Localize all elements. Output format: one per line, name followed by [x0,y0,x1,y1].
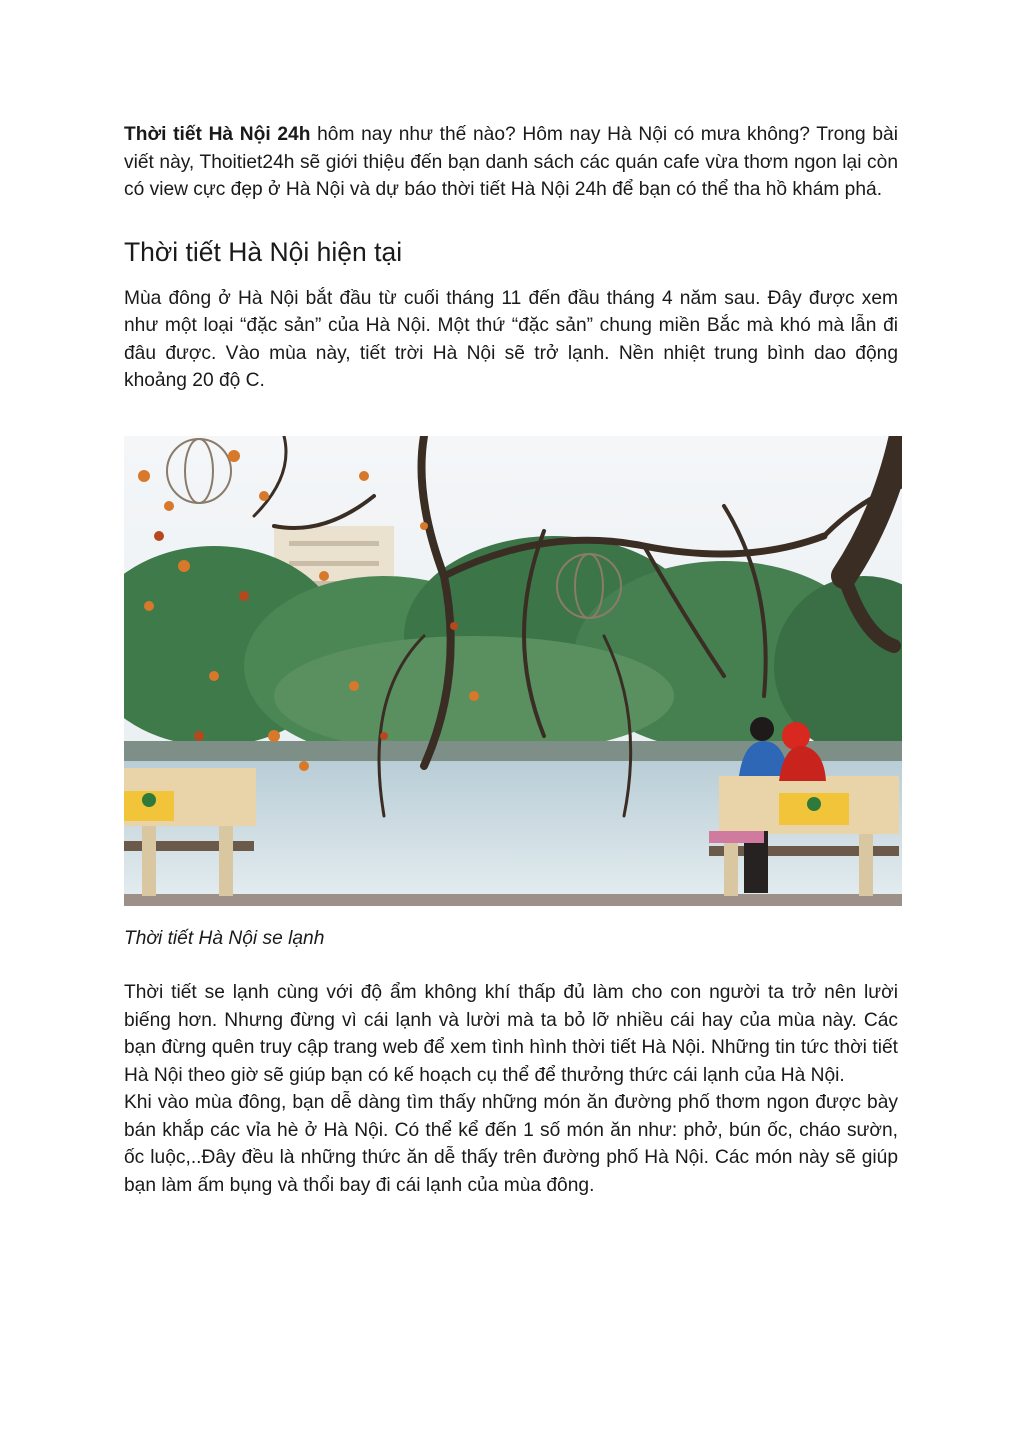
image-caption: Thời tiết Hà Nội se lạnh [124,927,325,949]
lake-bench-photo [124,436,902,906]
intro-text: hôm nay như thế nào? Hôm nay Hà Nội có mưa không? Trong bài viết này, Thoitiet24h sẽ giới thiệu đến bạn danh sách các quán cafe vừa thơm ngon lại còn có view cực đẹp ở Hà Nội và dự báo thời tiết Hà Nội 24h để bạn có thể tha hồ khám phá. [124,124,898,200]
cold-weather-paragraph: Thời tiết se lạnh cùng với độ ẩm không khí thấp đủ làm cho con người ta trở nên lười biếng hơn. Nhưng đừng vì cái lạnh và lười mà ta bỏ lỡ nhiều cái hay của mùa này. Các bạn đừng quên truy cập trang web để xem tình hình thời tiết Hà Nội. Những tin tức thời tiết Hà Nội theo giờ sẽ giúp bạn có kế hoạch cụ thể để thưởng thức cái lạnh của Hà Nội. [124,982,898,1086]
intro-bold-keyword: Thời tiết Hà Nội 24h [124,124,311,145]
intro-paragraph [124,121,898,204]
street-food-paragraph: Khi vào mùa đông, bạn dễ dàng tìm thấy những món ăn đường phố thơm ngon được bày bán khắp các vỉa hè ở Hà Nội. Có thể kể đến 1 số món ăn như: phở, bún ốc, cháo sườn, ốc luộc,..Đây đều là những thức ăn dễ thấy trên đường phố Hà Nội. Các món này sẽ giúp bạn làm ấm bụng và thổi bay đi cái lạnh của mùa đông. [124,1092,898,1196]
document-page [124,121,898,1199]
winter-paragraph: Mùa đông ở Hà Nội bắt đầu từ cuối tháng 11 đến đầu tháng 4 năm sau. Đây được xem như một loại “đặc sản” của Hà Nội. Một thứ “đặc sản” chung miền Bắc mà khó mà lẫn đi đâu được. Vào mùa này, tiết trời Hà Nội sẽ trở lạnh. Nền nhiệt trung bình dao động khoảng 20 độ C. [124,287,898,391]
section-heading: Thời tiết Hà Nội hiện tại [124,236,403,267]
